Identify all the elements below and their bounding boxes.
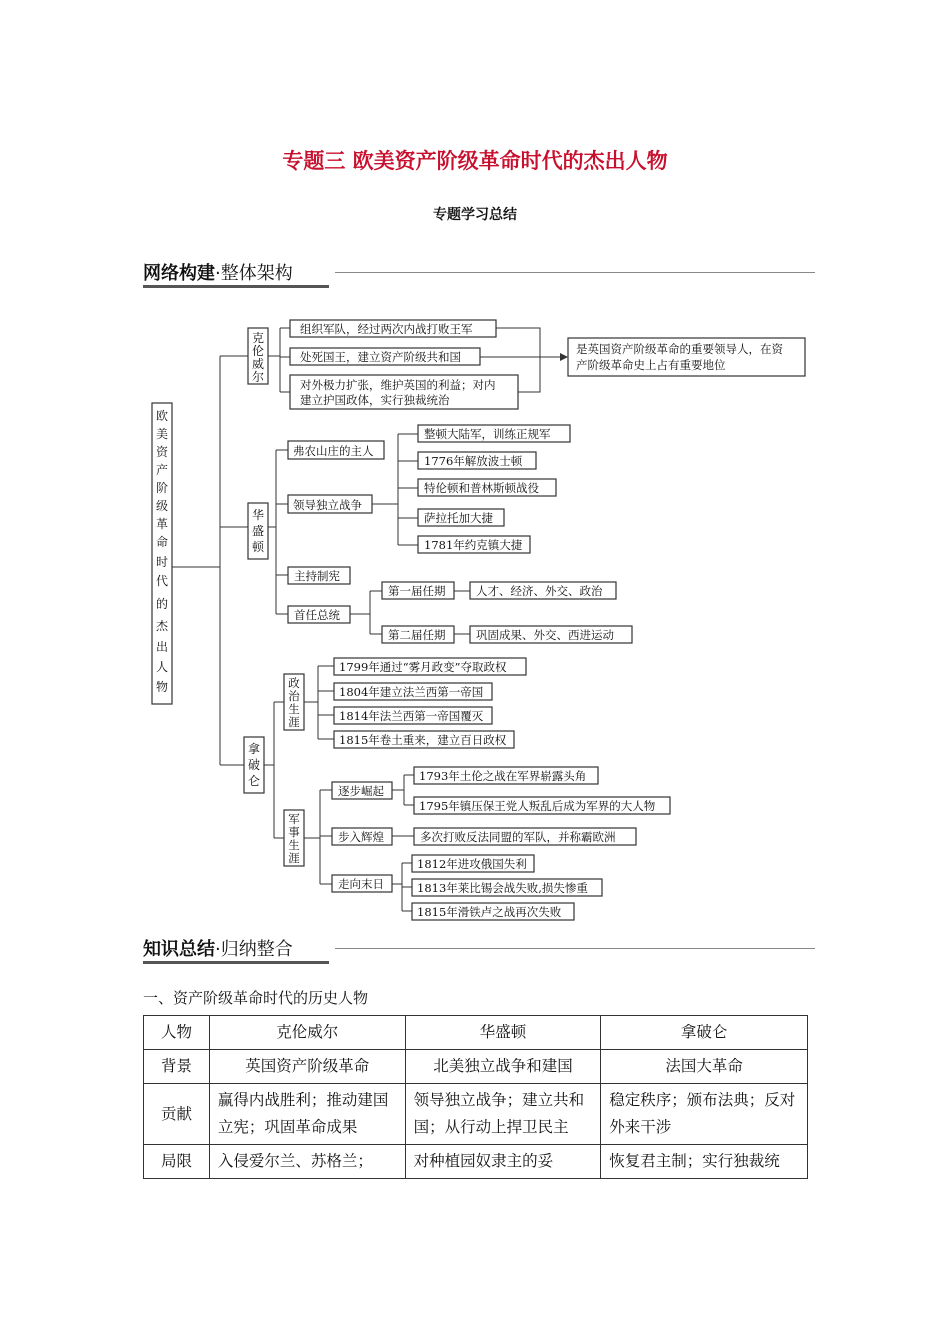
root-char: 人 bbox=[155, 660, 169, 674]
table-header-cell: 拿破仑 bbox=[601, 1016, 808, 1050]
end-item-text: 1813年莱比锡会战失败,损失惨重 bbox=[417, 881, 588, 895]
war-item-text: 1776年解放波士顿 bbox=[424, 454, 523, 468]
political-char: 治 bbox=[288, 689, 300, 703]
cromwell-char: 伦 bbox=[251, 344, 265, 358]
political-edge bbox=[304, 666, 334, 739]
term1-text: 第一届任期 bbox=[388, 584, 446, 598]
table-heading: 一、资产阶级革命时代的历史人物 bbox=[143, 989, 369, 1007]
row-label: 背景 bbox=[144, 1050, 210, 1084]
rise-item-text: 1795年镇压保王党人叛乱后成为军界的大人物 bbox=[419, 799, 656, 813]
cromwell-summary-text: 是英国资产阶级革命的重要领导人，在资 bbox=[576, 342, 783, 356]
term2-text: 第二届任期 bbox=[388, 628, 446, 642]
table-header-cell: 华盛顿 bbox=[405, 1016, 601, 1050]
history-table bbox=[143, 1015, 808, 1179]
end-item-text: 1815年滑铁卢之战再次失败 bbox=[417, 905, 562, 919]
term2-detail-text: 巩固成果、外交、西进运动 bbox=[476, 628, 614, 642]
washington-edge bbox=[268, 450, 288, 614]
military-edge bbox=[304, 790, 332, 884]
page-title: 专题三 欧美资产阶级革命时代的杰出人物 bbox=[282, 149, 668, 173]
table-cell: 领导独立战争；建立共和国；从行动上捍卫民主 bbox=[405, 1084, 601, 1145]
root-char: 时 bbox=[155, 555, 169, 569]
table-cell: 北美独立战争和建国 bbox=[405, 1050, 601, 1084]
washington-char: 华 bbox=[251, 508, 265, 522]
cromwell-summary-text: 产阶级革命史上占有重要地位 bbox=[576, 358, 726, 372]
table-cell: 恢复君主制；实行独裁统 bbox=[601, 1145, 808, 1179]
war-item-text: 整顿大陆军，训练正规军 bbox=[424, 427, 551, 441]
president-edge bbox=[350, 591, 382, 634]
military-char: 军 bbox=[288, 812, 300, 826]
war-item-text: 特伦顿和普林斯顿战役 bbox=[424, 481, 539, 495]
military-char: 涯 bbox=[288, 851, 300, 865]
section-underline bbox=[143, 961, 329, 964]
root-char: 代 bbox=[155, 574, 169, 588]
washington-president-text: 首任总统 bbox=[294, 608, 340, 622]
cromwell-item-text: 建立护国政体，实行独裁统治 bbox=[300, 393, 450, 407]
table-cell: 对种植园奴隶主的妥 bbox=[405, 1145, 601, 1179]
root-char: 出 bbox=[155, 640, 169, 654]
section-header-rest: 整体架构 bbox=[220, 263, 293, 284]
military-rise-text: 逐步崛起 bbox=[338, 784, 384, 798]
cromwell-item-text: 处死国王，建立资产阶级共和国 bbox=[300, 350, 461, 364]
cromwell-edge bbox=[268, 328, 290, 392]
row-label: 贡献 bbox=[144, 1084, 210, 1145]
table-cell: 赢得内战胜利；推动建国立宪；巩固革命成果 bbox=[209, 1084, 405, 1145]
root-char: 杰 bbox=[155, 619, 169, 633]
napoleon-edge bbox=[264, 702, 284, 838]
table-cell: 法国大革命 bbox=[601, 1050, 808, 1084]
military-char: 事 bbox=[288, 825, 300, 839]
washington-char: 盛 bbox=[251, 524, 265, 538]
row-label: 局限 bbox=[144, 1145, 210, 1179]
section-divider bbox=[335, 948, 815, 949]
section-header-dot: · bbox=[215, 939, 221, 960]
war-item-text: 1781年约克镇大捷 bbox=[424, 538, 523, 552]
glory-item-text: 多次打败反法同盟的军队，并称霸欧洲 bbox=[420, 830, 616, 844]
table-header-cell: 人物 bbox=[144, 1016, 210, 1050]
rise-edge bbox=[392, 775, 414, 805]
table-cell: 稳定秩序；颁布法典；反对外来干涉 bbox=[601, 1084, 808, 1145]
table-cell: 入侵爱尔兰、苏格兰； bbox=[209, 1145, 405, 1179]
root-char: 资 bbox=[155, 445, 169, 459]
military-char: 生 bbox=[288, 838, 300, 852]
washington-char: 顿 bbox=[251, 540, 265, 554]
political-item-text: 1814年法兰西第一帝国覆灭 bbox=[339, 709, 484, 723]
political-item-text: 1799年通过“雾月政变”夺取政权 bbox=[339, 660, 507, 674]
washington-constitution-text: 主持制宪 bbox=[294, 569, 340, 583]
political-char: 政 bbox=[288, 676, 300, 690]
arrow-icon bbox=[560, 353, 568, 361]
cromwell-item-text: 对外极力扩张，维护英国的利益；对内 bbox=[300, 378, 496, 392]
section-header-summary bbox=[143, 935, 815, 965]
root-char: 命 bbox=[155, 535, 169, 549]
rise-item-text: 1793年土伦之战在军界崭露头角 bbox=[419, 769, 587, 783]
root-char: 阶 bbox=[155, 481, 169, 495]
end-item-text: 1812年进攻俄国失利 bbox=[417, 857, 527, 871]
root-char: 物 bbox=[155, 680, 169, 694]
political-item-text: 1815年卷土重来，建立百日政权 bbox=[339, 733, 507, 747]
table-row bbox=[144, 1145, 808, 1179]
root-edge bbox=[172, 356, 248, 765]
term1-detail-text: 人才、经济、外交、政治 bbox=[476, 584, 603, 598]
cromwell-char: 尔 bbox=[251, 370, 265, 384]
cromwell-item-text: 组织军队，经过两次内战打败王军 bbox=[300, 322, 473, 336]
political-char: 生 bbox=[288, 702, 300, 716]
root-char: 欧 bbox=[155, 409, 169, 423]
washington-war-text: 领导独立战争 bbox=[293, 498, 362, 512]
washington-farm-text: 弗农山庄的主人 bbox=[293, 444, 374, 458]
root-char: 美 bbox=[155, 427, 169, 441]
table-row bbox=[144, 1050, 808, 1084]
table-cell: 英国资产阶级革命 bbox=[209, 1050, 405, 1084]
table-header-row bbox=[144, 1016, 808, 1050]
section-header-rest: 归纳整合 bbox=[220, 939, 293, 960]
napoleon-char: 仑 bbox=[247, 774, 261, 788]
military-end-text: 走向末日 bbox=[338, 877, 384, 891]
napoleon-char: 破 bbox=[247, 758, 261, 772]
cromwell-char: 威 bbox=[251, 357, 265, 371]
table-header-cell: 克伦威尔 bbox=[209, 1016, 405, 1050]
war-item-text: 萨拉托加大捷 bbox=[424, 511, 493, 525]
cromwell-char: 克 bbox=[251, 331, 265, 345]
root-char: 产 bbox=[155, 463, 169, 477]
section-header-bold: 知识总结 bbox=[143, 939, 215, 960]
political-item-text: 1804年建立法兰西第一帝国 bbox=[339, 685, 484, 699]
root-char: 革 bbox=[155, 517, 169, 531]
end-edge bbox=[392, 863, 412, 911]
section-header-dot: · bbox=[215, 263, 221, 284]
section-header-bold: 网络构建 bbox=[143, 263, 215, 284]
napoleon-char: 拿 bbox=[247, 742, 261, 756]
military-glory-text: 步入辉煌 bbox=[338, 830, 384, 844]
table-row bbox=[144, 1084, 808, 1145]
root-char: 级 bbox=[155, 499, 169, 513]
root-char: 的 bbox=[155, 597, 169, 611]
political-char: 涯 bbox=[288, 715, 300, 729]
page-subtitle: 专题学习总结 bbox=[433, 207, 517, 223]
